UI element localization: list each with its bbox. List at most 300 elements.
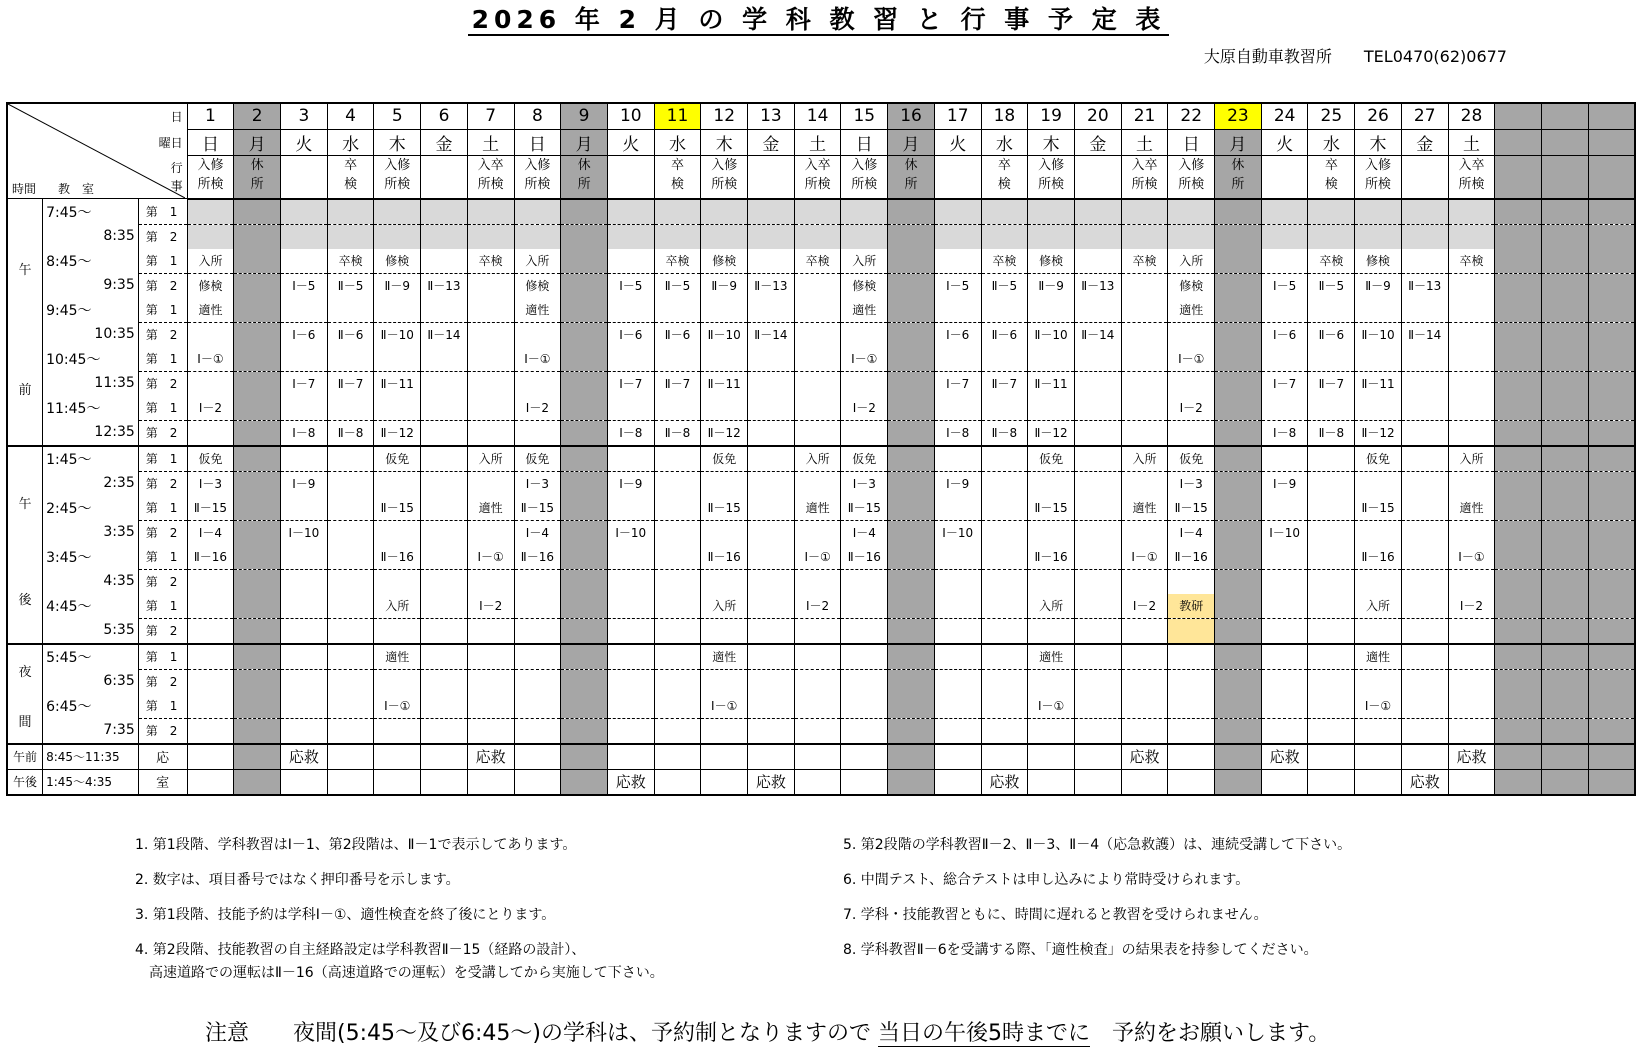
schedule-cell bbox=[281, 347, 328, 372]
day-of-week bbox=[1495, 129, 1542, 156]
schedule-cell bbox=[467, 618, 514, 644]
schedule-cell bbox=[234, 594, 281, 619]
schedule-cell bbox=[794, 569, 841, 594]
header-room-label: 教 室 bbox=[58, 182, 95, 196]
schedule-cell bbox=[1121, 644, 1168, 670]
note-item: 7. 学科・技能教習ともに、時間に遅れると教習を受けられません。 bbox=[843, 907, 1268, 923]
schedule-cell: Ⅱ－5 bbox=[981, 273, 1028, 298]
schedule-cell bbox=[467, 669, 514, 694]
schedule-cell bbox=[1074, 471, 1121, 496]
schedule-cell bbox=[1448, 371, 1495, 396]
schedule-cell bbox=[934, 496, 981, 521]
schedule-cell: Ⅰ－4 bbox=[1168, 520, 1215, 545]
schedule-cell bbox=[748, 594, 795, 619]
schedule-cell bbox=[327, 545, 374, 570]
note-item: 6. 中間テスト、総合テストは申し込みにより常時受けられます。 bbox=[843, 872, 1250, 888]
schedule-cell bbox=[794, 644, 841, 670]
schedule-cell: Ⅰ－5 bbox=[281, 273, 328, 298]
schedule-cell: Ⅱ－15 bbox=[1028, 496, 1075, 521]
schedule-cell bbox=[1215, 322, 1262, 347]
schedule-cell: 適性 bbox=[1355, 644, 1402, 670]
emergency-cell bbox=[467, 769, 514, 795]
schedule-cell bbox=[748, 199, 795, 225]
period-end: 9:35 bbox=[43, 273, 139, 298]
day-number: 6 bbox=[421, 103, 468, 129]
schedule-cell: 修検 bbox=[1168, 273, 1215, 298]
room-label: 第 1 bbox=[138, 496, 187, 521]
schedule-cell bbox=[561, 594, 608, 619]
room-label: 第 2 bbox=[138, 718, 187, 744]
schedule-cell: Ⅰ－① bbox=[187, 347, 234, 372]
event-cell bbox=[1448, 156, 1495, 199]
schedule-cell: 入所 bbox=[514, 249, 561, 274]
schedule-cell bbox=[561, 669, 608, 694]
day-of-week: 木 bbox=[1028, 129, 1075, 156]
schedule-cell bbox=[1215, 199, 1262, 225]
schedule-cell: Ⅰ－2 bbox=[1448, 594, 1495, 619]
emergency-cell: 応救 bbox=[1448, 744, 1495, 770]
schedule-cell bbox=[981, 545, 1028, 570]
schedule-cell bbox=[1542, 520, 1589, 545]
schedule-cell: Ⅰ－7 bbox=[934, 371, 981, 396]
schedule-cell bbox=[1401, 569, 1448, 594]
period-end: 10:35 bbox=[43, 322, 139, 347]
schedule-cell: 修検 bbox=[1355, 249, 1402, 274]
schedule-cell: 修検 bbox=[841, 273, 888, 298]
schedule-cell: 適性 bbox=[794, 496, 841, 521]
schedule-cell bbox=[1495, 644, 1542, 670]
schedule-cell bbox=[421, 371, 468, 396]
schedule-cell bbox=[888, 669, 935, 694]
pm-char-2: 後 bbox=[18, 592, 32, 608]
room-label: 第 2 bbox=[138, 569, 187, 594]
schedule-table bbox=[6, 102, 1636, 796]
period-start: 6:45～ bbox=[43, 694, 139, 719]
schedule-cell bbox=[281, 669, 328, 694]
schedule-cell: 適性 bbox=[1121, 496, 1168, 521]
schedule-cell bbox=[1121, 347, 1168, 372]
schedule-cell bbox=[234, 420, 281, 446]
emergency-cell bbox=[654, 769, 701, 795]
schedule-cell bbox=[888, 396, 935, 421]
schedule-cell: Ⅰ－① bbox=[794, 545, 841, 570]
schedule-cell bbox=[1495, 471, 1542, 496]
emergency-cell: 応救 bbox=[748, 769, 795, 795]
day-number: 1 bbox=[187, 103, 234, 129]
schedule-cell: Ⅰ－3 bbox=[187, 471, 234, 496]
schedule-cell bbox=[561, 694, 608, 719]
emergency-cell bbox=[1495, 744, 1542, 770]
schedule-cell bbox=[841, 718, 888, 744]
schedule-cell bbox=[374, 347, 421, 372]
event-text: 休 所 bbox=[250, 158, 264, 193]
emergency-cell bbox=[187, 744, 234, 770]
schedule-cell bbox=[654, 298, 701, 323]
notes-left bbox=[135, 828, 664, 991]
schedule-cell bbox=[234, 496, 281, 521]
schedule-cell bbox=[1215, 446, 1262, 472]
schedule-cell bbox=[1074, 420, 1121, 446]
schedule-cell bbox=[1542, 249, 1589, 274]
schedule-cell: 入所 bbox=[1168, 249, 1215, 274]
schedule-cell: 仮免 bbox=[1168, 446, 1215, 472]
schedule-cell bbox=[1215, 545, 1262, 570]
event-text: 入修 所検 bbox=[711, 158, 738, 193]
event-text: 卒 検 bbox=[1324, 158, 1338, 193]
schedule-cell bbox=[1542, 420, 1589, 446]
schedule-cell: Ⅰ－4 bbox=[187, 520, 234, 545]
schedule-cell: Ⅰ－2 bbox=[514, 396, 561, 421]
day-of-week: 土 bbox=[794, 129, 841, 156]
schedule-cell bbox=[327, 471, 374, 496]
schedule-cell bbox=[1261, 669, 1308, 694]
schedule-cell bbox=[1588, 569, 1635, 594]
schedule-cell: Ⅰ－4 bbox=[514, 520, 561, 545]
schedule-cell bbox=[1028, 347, 1075, 372]
schedule-cell bbox=[1028, 396, 1075, 421]
schedule-cell: 入所 bbox=[1121, 446, 1168, 472]
school-info: 大原自動車教習所 TEL0470(62)0677 bbox=[1203, 47, 1507, 66]
day-of-week: 木 bbox=[374, 129, 421, 156]
schedule-cell: Ⅱ－6 bbox=[654, 322, 701, 347]
schedule-cell bbox=[1215, 718, 1262, 744]
schedule-cell: Ⅰ－9 bbox=[1261, 471, 1308, 496]
schedule-cell bbox=[1215, 471, 1262, 496]
schedule-cell bbox=[1355, 718, 1402, 744]
room-label: 第 1 bbox=[138, 644, 187, 670]
schedule-cell: Ⅰ－10 bbox=[934, 520, 981, 545]
schedule-cell bbox=[701, 718, 748, 744]
emergency-cell bbox=[234, 769, 281, 795]
schedule-cell: Ⅰ－2 bbox=[467, 594, 514, 619]
schedule-cell bbox=[1308, 644, 1355, 670]
schedule-cell bbox=[421, 446, 468, 472]
schedule-cell bbox=[281, 644, 328, 670]
schedule-cell bbox=[1542, 618, 1589, 644]
schedule-cell: Ⅱ－7 bbox=[981, 371, 1028, 396]
schedule-cell bbox=[1448, 618, 1495, 644]
room-label: 第 1 bbox=[138, 396, 187, 421]
schedule-cell: Ⅱ－12 bbox=[374, 420, 421, 446]
schedule-cell: 入所 bbox=[467, 446, 514, 472]
schedule-cell: 適性 bbox=[467, 496, 514, 521]
schedule-cell bbox=[1401, 420, 1448, 446]
event-cell bbox=[1261, 156, 1308, 199]
event-cell bbox=[1308, 156, 1355, 199]
schedule-cell bbox=[1355, 618, 1402, 644]
schedule-cell bbox=[1121, 298, 1168, 323]
schedule-cell bbox=[1121, 396, 1168, 421]
schedule-cell: Ⅱ－15 bbox=[1168, 496, 1215, 521]
schedule-cell: Ⅱ－16 bbox=[1355, 545, 1402, 570]
header-event-label-bot: 事 bbox=[170, 179, 183, 193]
schedule-cell: 適性 bbox=[701, 644, 748, 670]
schedule-cell bbox=[1495, 694, 1542, 719]
schedule-cell bbox=[327, 224, 374, 249]
schedule-cell: Ⅰ－3 bbox=[841, 471, 888, 496]
note-item: 2. 数字は、項目番号ではなく押印番号を示します。 bbox=[135, 872, 460, 888]
schedule-cell bbox=[1261, 545, 1308, 570]
group-label-pm bbox=[7, 446, 43, 644]
period-end: 4:35 bbox=[43, 569, 139, 594]
schedule-cell bbox=[748, 569, 795, 594]
schedule-cell bbox=[1448, 322, 1495, 347]
schedule-cell bbox=[794, 273, 841, 298]
schedule-cell bbox=[1355, 396, 1402, 421]
schedule-cell: Ⅱ－9 bbox=[374, 273, 421, 298]
schedule-cell bbox=[1074, 199, 1121, 225]
schedule-cell bbox=[1308, 594, 1355, 619]
period-start: 8:45～ bbox=[43, 249, 139, 274]
schedule-cell bbox=[421, 471, 468, 496]
schedule-cell bbox=[1215, 347, 1262, 372]
schedule-cell: Ⅱ－15 bbox=[701, 496, 748, 521]
schedule-cell bbox=[467, 471, 514, 496]
schedule-cell bbox=[1588, 496, 1635, 521]
schedule-cell bbox=[187, 420, 234, 446]
schedule-cell bbox=[1448, 224, 1495, 249]
schedule-cell bbox=[1028, 224, 1075, 249]
schedule-cell bbox=[561, 298, 608, 323]
schedule-cell bbox=[1448, 471, 1495, 496]
schedule-cell bbox=[1355, 471, 1402, 496]
schedule-cell bbox=[234, 322, 281, 347]
schedule-cell bbox=[1588, 446, 1635, 472]
schedule-cell: 入所 bbox=[794, 446, 841, 472]
schedule-cell bbox=[1215, 496, 1262, 521]
header-day-label: 日 bbox=[170, 110, 183, 124]
schedule-cell bbox=[1121, 199, 1168, 225]
day-number bbox=[1542, 103, 1589, 129]
emergency-cell bbox=[934, 769, 981, 795]
event-cell bbox=[1215, 156, 1262, 199]
schedule-cell bbox=[467, 420, 514, 446]
day-of-week: 水 bbox=[1308, 129, 1355, 156]
schedule-cell bbox=[1588, 520, 1635, 545]
schedule-cell bbox=[421, 224, 468, 249]
day-of-week: 木 bbox=[701, 129, 748, 156]
schedule-cell bbox=[1495, 618, 1542, 644]
schedule-cell bbox=[327, 594, 374, 619]
schedule-cell bbox=[561, 520, 608, 545]
schedule-cell: Ⅰ－5 bbox=[607, 273, 654, 298]
schedule-cell bbox=[654, 347, 701, 372]
schedule-cell bbox=[327, 347, 374, 372]
schedule-cell bbox=[1401, 644, 1448, 670]
schedule-cell: Ⅱ－15 bbox=[374, 496, 421, 521]
schedule-cell: 卒検 bbox=[467, 249, 514, 274]
schedule-cell bbox=[888, 694, 935, 719]
schedule-cell bbox=[1261, 496, 1308, 521]
schedule-cell bbox=[981, 669, 1028, 694]
period-start: 7:45～ bbox=[43, 199, 139, 225]
schedule-cell: Ⅰ－① bbox=[1028, 694, 1075, 719]
schedule-cell: 適性 bbox=[514, 298, 561, 323]
schedule-cell bbox=[421, 396, 468, 421]
day-number: 9 bbox=[561, 103, 608, 129]
schedule-cell bbox=[1261, 694, 1308, 719]
emergency-cell bbox=[421, 744, 468, 770]
event-cell bbox=[1401, 156, 1448, 199]
schedule-cell bbox=[514, 569, 561, 594]
schedule-cell bbox=[794, 694, 841, 719]
schedule-cell: Ⅰ－2 bbox=[187, 396, 234, 421]
schedule-cell: Ⅰ－9 bbox=[934, 471, 981, 496]
schedule-cell: Ⅱ－13 bbox=[748, 273, 795, 298]
schedule-cell bbox=[1308, 618, 1355, 644]
schedule-cell bbox=[701, 618, 748, 644]
schedule-cell bbox=[888, 520, 935, 545]
schedule-cell bbox=[561, 618, 608, 644]
day-number: 16 bbox=[888, 103, 935, 129]
schedule-cell: 修検 bbox=[187, 273, 234, 298]
schedule-cell: Ⅱ－14 bbox=[748, 322, 795, 347]
schedule-cell: 適性 bbox=[1168, 298, 1215, 323]
schedule-cell bbox=[654, 471, 701, 496]
schedule-cell bbox=[1401, 471, 1448, 496]
schedule-cell bbox=[748, 249, 795, 274]
schedule-cell bbox=[467, 273, 514, 298]
schedule-cell bbox=[794, 520, 841, 545]
schedule-cell bbox=[1121, 618, 1168, 644]
day-of-week: 金 bbox=[748, 129, 795, 156]
schedule-cell bbox=[1168, 718, 1215, 744]
schedule-cell: Ⅱ－8 bbox=[327, 420, 374, 446]
schedule-cell bbox=[514, 199, 561, 225]
schedule-cell: Ⅱ－16 bbox=[1028, 545, 1075, 570]
schedule-cell bbox=[1168, 371, 1215, 396]
schedule-cell bbox=[1495, 594, 1542, 619]
schedule-cell bbox=[934, 199, 981, 225]
event-text: 入卒 所検 bbox=[804, 158, 831, 193]
schedule-cell: Ⅰ－5 bbox=[934, 273, 981, 298]
schedule-cell bbox=[794, 322, 841, 347]
day-number: 28 bbox=[1448, 103, 1495, 129]
schedule-cell bbox=[1588, 396, 1635, 421]
schedule-cell bbox=[654, 224, 701, 249]
schedule-cell bbox=[1542, 322, 1589, 347]
schedule-cell bbox=[234, 694, 281, 719]
schedule-cell bbox=[234, 669, 281, 694]
emergency-cell bbox=[374, 744, 421, 770]
schedule-cell bbox=[748, 371, 795, 396]
schedule-cell bbox=[1215, 273, 1262, 298]
schedule-cell bbox=[1028, 471, 1075, 496]
schedule-cell bbox=[467, 569, 514, 594]
schedule-cell bbox=[1028, 520, 1075, 545]
schedule-cell bbox=[1588, 669, 1635, 694]
event-text: 卒 検 bbox=[670, 158, 684, 193]
schedule-cell bbox=[421, 347, 468, 372]
schedule-cell bbox=[1168, 669, 1215, 694]
schedule-cell bbox=[607, 545, 654, 570]
schedule-cell bbox=[327, 396, 374, 421]
schedule-cell bbox=[327, 694, 374, 719]
period-start: 5:45～ bbox=[43, 644, 139, 670]
schedule-cell: Ⅱ－8 bbox=[654, 420, 701, 446]
schedule-cell bbox=[748, 718, 795, 744]
event-cell bbox=[234, 156, 281, 199]
schedule-cell bbox=[841, 224, 888, 249]
schedule-cell bbox=[374, 669, 421, 694]
schedule-cell bbox=[1074, 644, 1121, 670]
schedule-cell bbox=[1495, 545, 1542, 570]
day-number: 19 bbox=[1028, 103, 1075, 129]
schedule-cell bbox=[1401, 446, 1448, 472]
schedule-cell: 入所 bbox=[841, 249, 888, 274]
schedule-cell bbox=[1448, 718, 1495, 744]
schedule-cell: Ⅰ－8 bbox=[934, 420, 981, 446]
schedule-cell bbox=[234, 718, 281, 744]
schedule-cell bbox=[421, 520, 468, 545]
emergency-cell bbox=[561, 744, 608, 770]
schedule-cell bbox=[981, 718, 1028, 744]
schedule-cell bbox=[421, 298, 468, 323]
schedule-cell bbox=[841, 420, 888, 446]
period-end: 5:35 bbox=[43, 618, 139, 644]
schedule-cell bbox=[1308, 471, 1355, 496]
schedule-cell bbox=[234, 371, 281, 396]
schedule-cell: Ⅰ－10 bbox=[1261, 520, 1308, 545]
event-cell bbox=[514, 156, 561, 199]
schedule-cell bbox=[794, 347, 841, 372]
period-start: 2:45～ bbox=[43, 496, 139, 521]
emergency-cell bbox=[794, 744, 841, 770]
schedule-cell bbox=[794, 618, 841, 644]
emergency-cell bbox=[1168, 769, 1215, 795]
schedule-cell bbox=[888, 594, 935, 619]
schedule-cell bbox=[981, 644, 1028, 670]
schedule-cell bbox=[1448, 694, 1495, 719]
schedule-cell bbox=[607, 199, 654, 225]
emergency-cell bbox=[841, 744, 888, 770]
schedule-cell bbox=[607, 644, 654, 670]
note-item: 8. 学科教習Ⅱ－6を受講する際、「適性検査」の結果表を持参してください。 bbox=[843, 942, 1318, 958]
schedule-cell bbox=[467, 520, 514, 545]
event-text: 休 所 bbox=[577, 158, 591, 193]
period-end: 7:35 bbox=[43, 718, 139, 744]
schedule-cell bbox=[514, 420, 561, 446]
day-number: 22 bbox=[1168, 103, 1215, 129]
schedule-cell bbox=[607, 347, 654, 372]
schedule-cell bbox=[514, 594, 561, 619]
schedule-cell bbox=[187, 718, 234, 744]
day-of-week: 火 bbox=[607, 129, 654, 156]
schedule-cell bbox=[794, 669, 841, 694]
schedule-cell: Ⅰ－8 bbox=[281, 420, 328, 446]
schedule-cell bbox=[1074, 694, 1121, 719]
emergency-cell bbox=[1028, 769, 1075, 795]
schedule-cell bbox=[187, 694, 234, 719]
schedule-cell bbox=[701, 396, 748, 421]
schedule-cell: Ⅱ－16 bbox=[374, 545, 421, 570]
schedule-cell bbox=[934, 298, 981, 323]
schedule-cell bbox=[981, 594, 1028, 619]
schedule-cell bbox=[1355, 569, 1402, 594]
schedule-cell bbox=[1168, 420, 1215, 446]
schedule-cell bbox=[1401, 199, 1448, 225]
schedule-cell bbox=[1588, 420, 1635, 446]
schedule-cell bbox=[1448, 298, 1495, 323]
day-number: 2 bbox=[234, 103, 281, 129]
schedule-cell bbox=[327, 718, 374, 744]
emergency-cell bbox=[794, 769, 841, 795]
room-label: 第 1 bbox=[138, 199, 187, 225]
event-cell bbox=[748, 156, 795, 199]
schedule-cell: 仮免 bbox=[1028, 446, 1075, 472]
day-of-week: 日 bbox=[187, 129, 234, 156]
schedule-cell bbox=[934, 718, 981, 744]
